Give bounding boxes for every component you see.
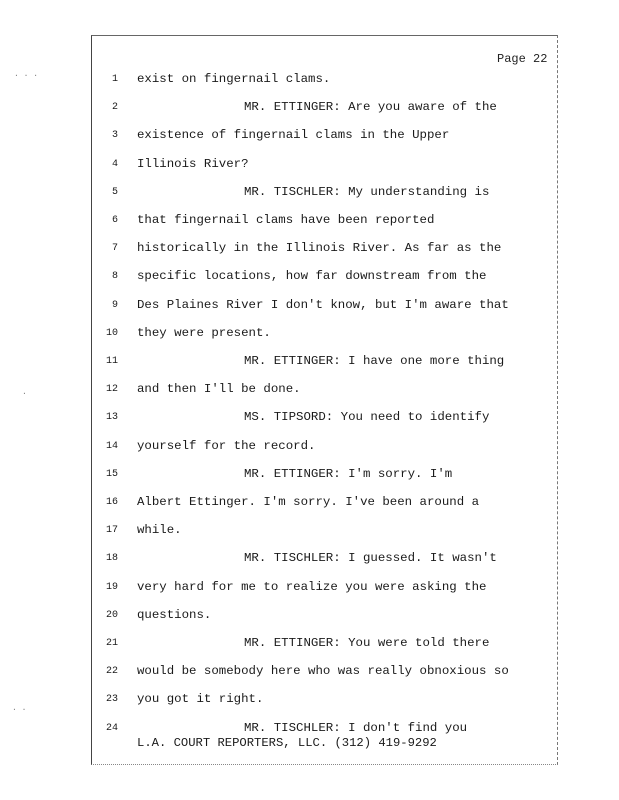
transcript-line: [104, 269, 552, 287]
line-text: Illinois River?: [137, 156, 249, 171]
transcript-line: [104, 467, 552, 485]
line-text: MR. TISCHLER: My understanding is: [244, 184, 490, 199]
line-text: that fingernail clams have been reported: [137, 213, 435, 227]
scan-speck: . .: [12, 704, 27, 713]
line-text: while.: [137, 523, 182, 538]
transcript-line: [104, 692, 552, 710]
line-text: exist on fingernail clams.: [137, 72, 331, 86]
transcript-line: [104, 241, 552, 259]
transcript-line: [104, 185, 552, 203]
line-number: 13: [105, 412, 118, 424]
transcript-line: [104, 298, 552, 316]
line-text: they were present.: [137, 325, 271, 340]
line-text: very hard for me to realize you were asking the: [137, 579, 487, 594]
transcript-line: [104, 523, 552, 541]
line-number: 7: [111, 243, 118, 255]
line-text: questions.: [137, 607, 212, 622]
transcript-line: [104, 636, 552, 654]
transcript-line: [104, 72, 552, 90]
line-number: 5: [111, 186, 118, 198]
line-text: MR. ETTINGER: Are you aware of the: [244, 100, 497, 115]
line-number: 1: [111, 74, 118, 85]
scan-speck: .: [22, 388, 27, 397]
line-text: yourself for the record.: [137, 438, 316, 453]
scan-speck: . . .: [14, 70, 39, 79]
transcript-line: [104, 439, 552, 457]
transcript-line: [104, 664, 552, 682]
line-number: 22: [105, 666, 118, 678]
line-text: you got it right.: [137, 692, 264, 707]
line-number: 8: [111, 271, 118, 283]
transcript-line: [104, 495, 552, 513]
line-number: 17: [105, 525, 118, 537]
line-text: MS. TIPSORD: You need to identify: [244, 410, 490, 425]
footer-reporter: L.A. COURT REPORTERS, LLC. (312) 419-9292: [137, 736, 437, 750]
transcript-line: [104, 100, 552, 118]
line-number: 10: [105, 327, 118, 339]
line-number: 6: [111, 215, 118, 226]
line-number: 19: [105, 581, 118, 593]
line-text: MR. ETTINGER: I have one more thing: [244, 354, 505, 368]
transcript-line: [104, 157, 552, 175]
line-number: 11: [105, 356, 118, 367]
transcript-line: [104, 128, 552, 146]
transcript-line: [104, 326, 552, 344]
transcript-line: [104, 551, 552, 569]
line-number: 21: [105, 638, 118, 649]
line-text: MR. ETTINGER: I'm sorry. I'm: [244, 466, 453, 481]
line-number: 20: [105, 609, 118, 621]
transcript-line: [104, 580, 552, 598]
line-text: Des Plaines River I don't know, but I'm aware that: [137, 297, 509, 312]
line-number: 12: [105, 384, 118, 396]
transcript-line: [104, 608, 552, 626]
line-text: and then I'll be done.: [137, 382, 301, 397]
line-number: 9: [111, 299, 118, 311]
line-text: historically in the Illinois River. As far as the: [137, 241, 502, 256]
line-number: 23: [105, 694, 118, 706]
line-number: 4: [111, 158, 118, 170]
line-number: 16: [105, 497, 118, 508]
line-text: Albert Ettinger. I'm sorry. I've been around a: [137, 495, 480, 509]
line-text: would be somebody here who was really obnoxious so: [137, 664, 509, 679]
transcript-line: [104, 354, 552, 372]
line-text: MR. ETTINGER: You were told there: [244, 636, 490, 650]
line-text: specific locations, how far downstream from the: [137, 269, 487, 284]
line-text: MR. TISCHLER: I guessed. It wasn't: [244, 551, 497, 566]
line-number: 24: [105, 722, 118, 734]
line-number: 18: [105, 553, 118, 565]
line-text: existence of fingernail clams in the Upper: [137, 128, 450, 143]
transcript-line: [104, 410, 552, 428]
line-number: 3: [111, 130, 118, 142]
transcript-line: [104, 213, 552, 231]
transcript-line: [104, 382, 552, 400]
line-number: 2: [111, 102, 118, 114]
line-text: MR. TISCHLER: I don't find you: [244, 720, 468, 735]
page-number: Page 22: [497, 52, 548, 66]
line-number: 14: [105, 440, 118, 452]
line-number: 15: [105, 468, 118, 480]
